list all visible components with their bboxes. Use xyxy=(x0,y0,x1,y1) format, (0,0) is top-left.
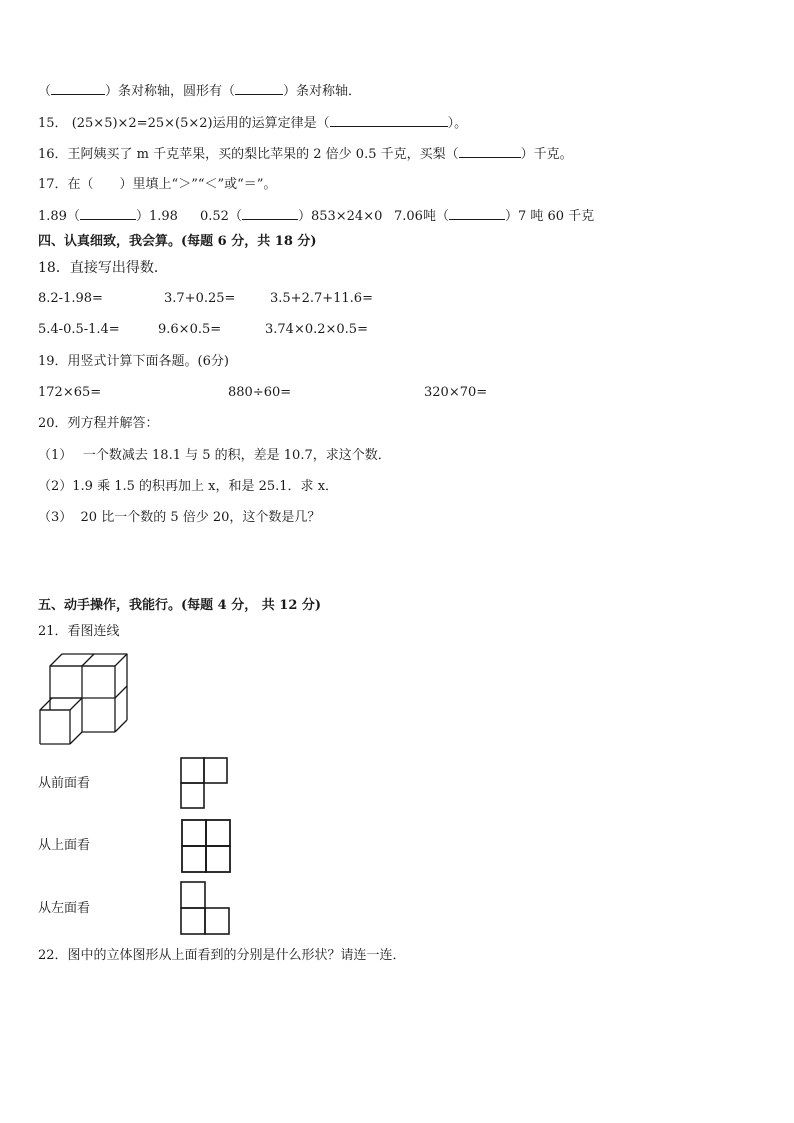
q20-part-3: （3） 20 比一个数的 5 倍少 20，这个数是几？ xyxy=(38,510,321,525)
q14-blank-2[interactable] xyxy=(235,83,283,95)
q20-part-1: （1） 一个数减去 18.1 与 5 的积，差是 10.7，求这个数． xyxy=(38,448,391,463)
q18-prompt: 18．直接写出得数． xyxy=(38,260,168,276)
q19-prompt: 19．用竖式计算下面各题。(6分) xyxy=(38,354,229,369)
q17-item-2: 0.52（ ）853×24×0 xyxy=(200,209,383,224)
q18-expr: 3.7+0.25= xyxy=(164,291,236,306)
section-5-title: 五、动手操作，我能行。(每题 4 分， 共 12 分) xyxy=(38,598,322,613)
q18-expr: 5.4-0.5-1.4= xyxy=(38,322,120,337)
section-4-title: 四、认真细致，我会算。(每题 6 分，共 18 分) xyxy=(38,234,317,249)
q15-blank[interactable] xyxy=(330,115,448,127)
left-view-diagram[interactable] xyxy=(179,880,231,936)
q21-prompt: 21．看图连线 xyxy=(38,624,120,639)
view-label-top: 从上面看 xyxy=(38,838,91,853)
q14-tail: （ ）条对称轴，圆形有（ ）条对称轴． xyxy=(38,84,362,99)
q18-expr: 8.2-1.98= xyxy=(38,291,103,306)
q18-expr: 3.5+2.7+11.6= xyxy=(270,291,373,306)
q16: 16．王阿姨买了 m 千克苹果，买的梨比苹果的 2 倍少 0.5 千克，买梨（ ）千克。 xyxy=(38,147,573,162)
q16-blank[interactable] xyxy=(459,146,521,158)
top-view-diagram[interactable] xyxy=(180,818,232,874)
q22-prompt: 22．图中的立体图形从上面看到的分别是什么形状？请连一连． xyxy=(38,948,406,963)
cube-figure xyxy=(36,650,132,750)
q18-expr: 9.6×0.5= xyxy=(158,322,222,337)
q17-blank-1[interactable] xyxy=(80,208,136,220)
q20-prompt: 20．列方程并解答： xyxy=(38,416,159,431)
q17-item-3: 7.06吨（ ）7 吨 60 千克 xyxy=(394,209,595,224)
q15: 15． (25×5)×2=25×(5×2)运用的运算定律是（ ）。 xyxy=(38,116,468,131)
q19-expr: 880÷60= xyxy=(228,385,292,400)
q17-blank-2[interactable] xyxy=(242,208,298,220)
q19-expr: 320×70= xyxy=(424,385,488,400)
q17-blank-3[interactable] xyxy=(449,208,505,220)
q19-expr: 172×65= xyxy=(38,385,102,400)
view-label-front: 从前面看 xyxy=(38,776,91,791)
q17-item-1: 1.89（ ）1.98 xyxy=(38,209,178,224)
q18-expr: 3.74×0.2×0.5= xyxy=(265,322,368,337)
view-label-left: 从左面看 xyxy=(38,901,91,916)
front-view-diagram[interactable] xyxy=(179,756,229,810)
q17-prompt: 17．在（ ）里填上“＞”“＜”或“＝”。 xyxy=(38,177,277,192)
q14-blank-1[interactable] xyxy=(51,83,105,95)
q20-part-2: （2）1.9 乘 1.5 的积再加上 x，和是 25.1．求 x． xyxy=(38,479,339,494)
